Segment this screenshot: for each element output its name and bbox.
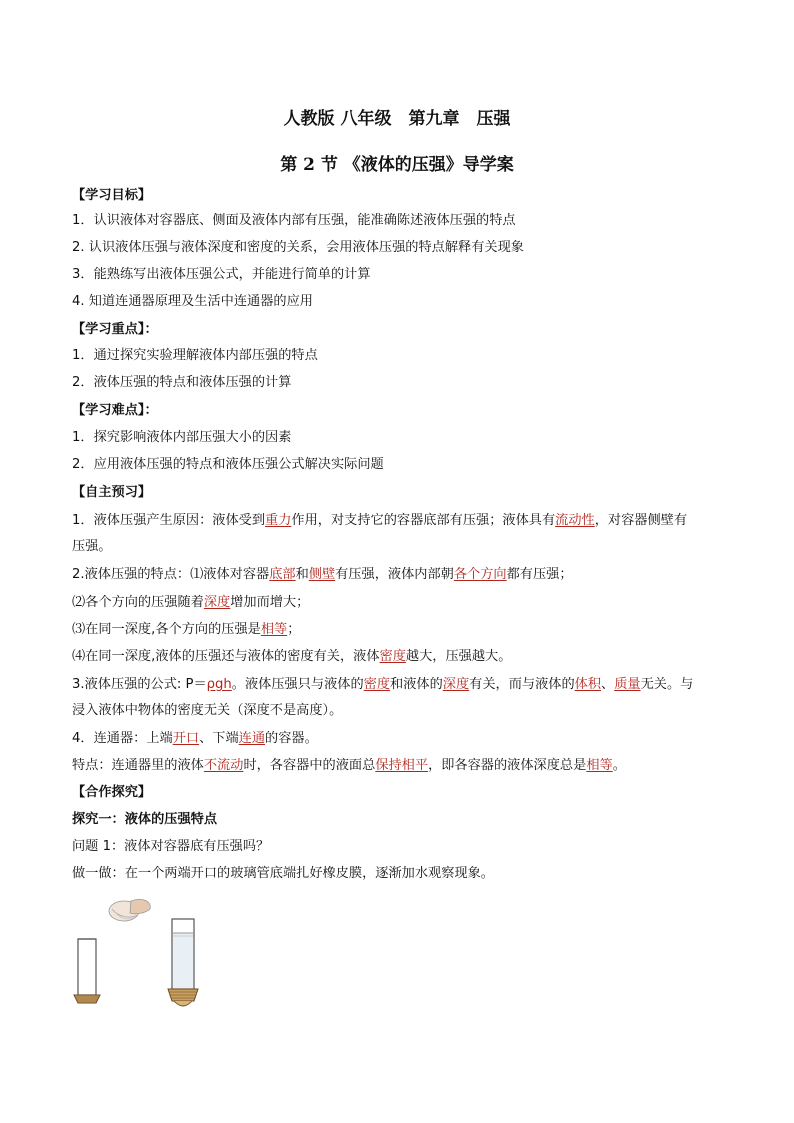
preview-paragraph-5: ⑷在同一深度,液体的压强还与液体的密度有关，液体密度越大，压强越大。 (72, 649, 512, 664)
hand-pouring-icon (109, 899, 150, 921)
answer-blank: 侧壁 (308, 567, 336, 582)
glass-tube-figure (66, 893, 226, 1018)
answer-blank: 连通 (238, 731, 266, 746)
answer-blank: 各个方向 (453, 567, 507, 582)
answer-blank: 流动性 (555, 513, 595, 528)
question-1: 问题 1：液体对容器底有压强吗？ (72, 839, 270, 854)
goal-item: 4. 知道连通器原理及生活中连通器的应用 (72, 294, 313, 309)
page-subtitle: 第 2 节 《液体的压强》导学案 (280, 155, 514, 175)
difficulty-item: 1．探究影响液体内部压强大小的因素 (72, 430, 292, 445)
answer-blank: 密度 (363, 677, 391, 692)
answer-blank: 质量 (614, 677, 641, 692)
preview-paragraph-1: 1．液体压强产生原因：液体受到重力作用，对支持它的容器底部有压强；液体具有流动性，对容器侧壁有 (72, 513, 688, 528)
keypoints-heading: 【学习重点】： (72, 322, 158, 337)
explore-heading: 【合作探究】 (72, 785, 152, 800)
answer-blank: 开口 (172, 731, 200, 746)
preview-paragraph-2: 2.液体压强的特点：⑴液体对容器底部和侧壁有压强，液体内部朝各个方向都有压强； (72, 567, 573, 582)
answer-blank: 相等 (586, 758, 613, 773)
filled-tube (168, 919, 198, 1006)
preview-paragraph-8: 特点：连通器里的液体不流动时，各容器中的液面总保持相平，即各容器的液体深度总是相等。 (72, 758, 626, 773)
explore-subheading: 探究一：液体的压强特点 (72, 812, 218, 827)
goal-item: 3．能熟练写出液体压强公式，并能进行简单的计算 (72, 267, 371, 282)
preview-paragraph-1-cont: 压强。 (72, 539, 112, 554)
page-title: 人教版 八年级 第九章 压强 (283, 109, 511, 129)
preview-paragraph-7: 4．连通器：上端开口、下端连通的容器。 (72, 731, 318, 746)
preview-paragraph-6: 3.液体压强的公式: P＝ρgh。液体压强只与液体的密度和液体的深度有关，而与液体的体积、质量无关。与 (72, 677, 694, 692)
goal-item: 2. 认识液体压强与液体深度和密度的关系，会用液体压强的特点解释有关现象 (72, 240, 524, 255)
preview-heading: 【自主预习】 (72, 485, 152, 500)
preview-paragraph-6-cont: 浸入液体中物体的密度无关（深度不是高度）。 (72, 703, 343, 718)
preview-paragraph-4: ⑶在同一深度,各个方向的压强是相等； (72, 622, 301, 637)
answer-blank: 重力 (265, 513, 292, 528)
empty-tube (74, 939, 100, 1003)
difficulties-heading: 【学习难点】： (72, 403, 158, 418)
answer-blank: 深度 (442, 677, 470, 692)
answer-blank: 不流动 (203, 758, 244, 773)
preview-paragraph-3: ⑵各个方向的压强随着深度增加而增大； (72, 595, 310, 610)
goal-item: 1．认识液体对容器底、侧面及液体内部有压强，能准确陈述液体压强的特点 (72, 213, 516, 228)
keypoint-item: 2．液体压强的特点和液体压强的计算 (72, 375, 292, 390)
difficulty-item: 2．应用液体压强的特点和液体压强公式解决实际问题 (72, 457, 384, 472)
answer-blank: 深度 (203, 595, 231, 610)
answer-blank: 底部 (269, 567, 296, 582)
answer-blank: 保持相平 (375, 758, 429, 773)
answer-blank: 密度 (379, 649, 406, 664)
activity-instruction: 做一做：在一个两端开口的玻璃管底端扎好橡皮膜，逐渐加水观察现象。 (72, 866, 494, 881)
answer-blank: 体积 (574, 677, 602, 692)
goals-heading: 【学习目标】 (72, 188, 152, 203)
answer-blank: 相等 (260, 622, 288, 637)
answer-blank: ρgh (206, 677, 232, 692)
keypoint-item: 1．通过探究实验理解液体内部压强的特点 (72, 348, 318, 363)
